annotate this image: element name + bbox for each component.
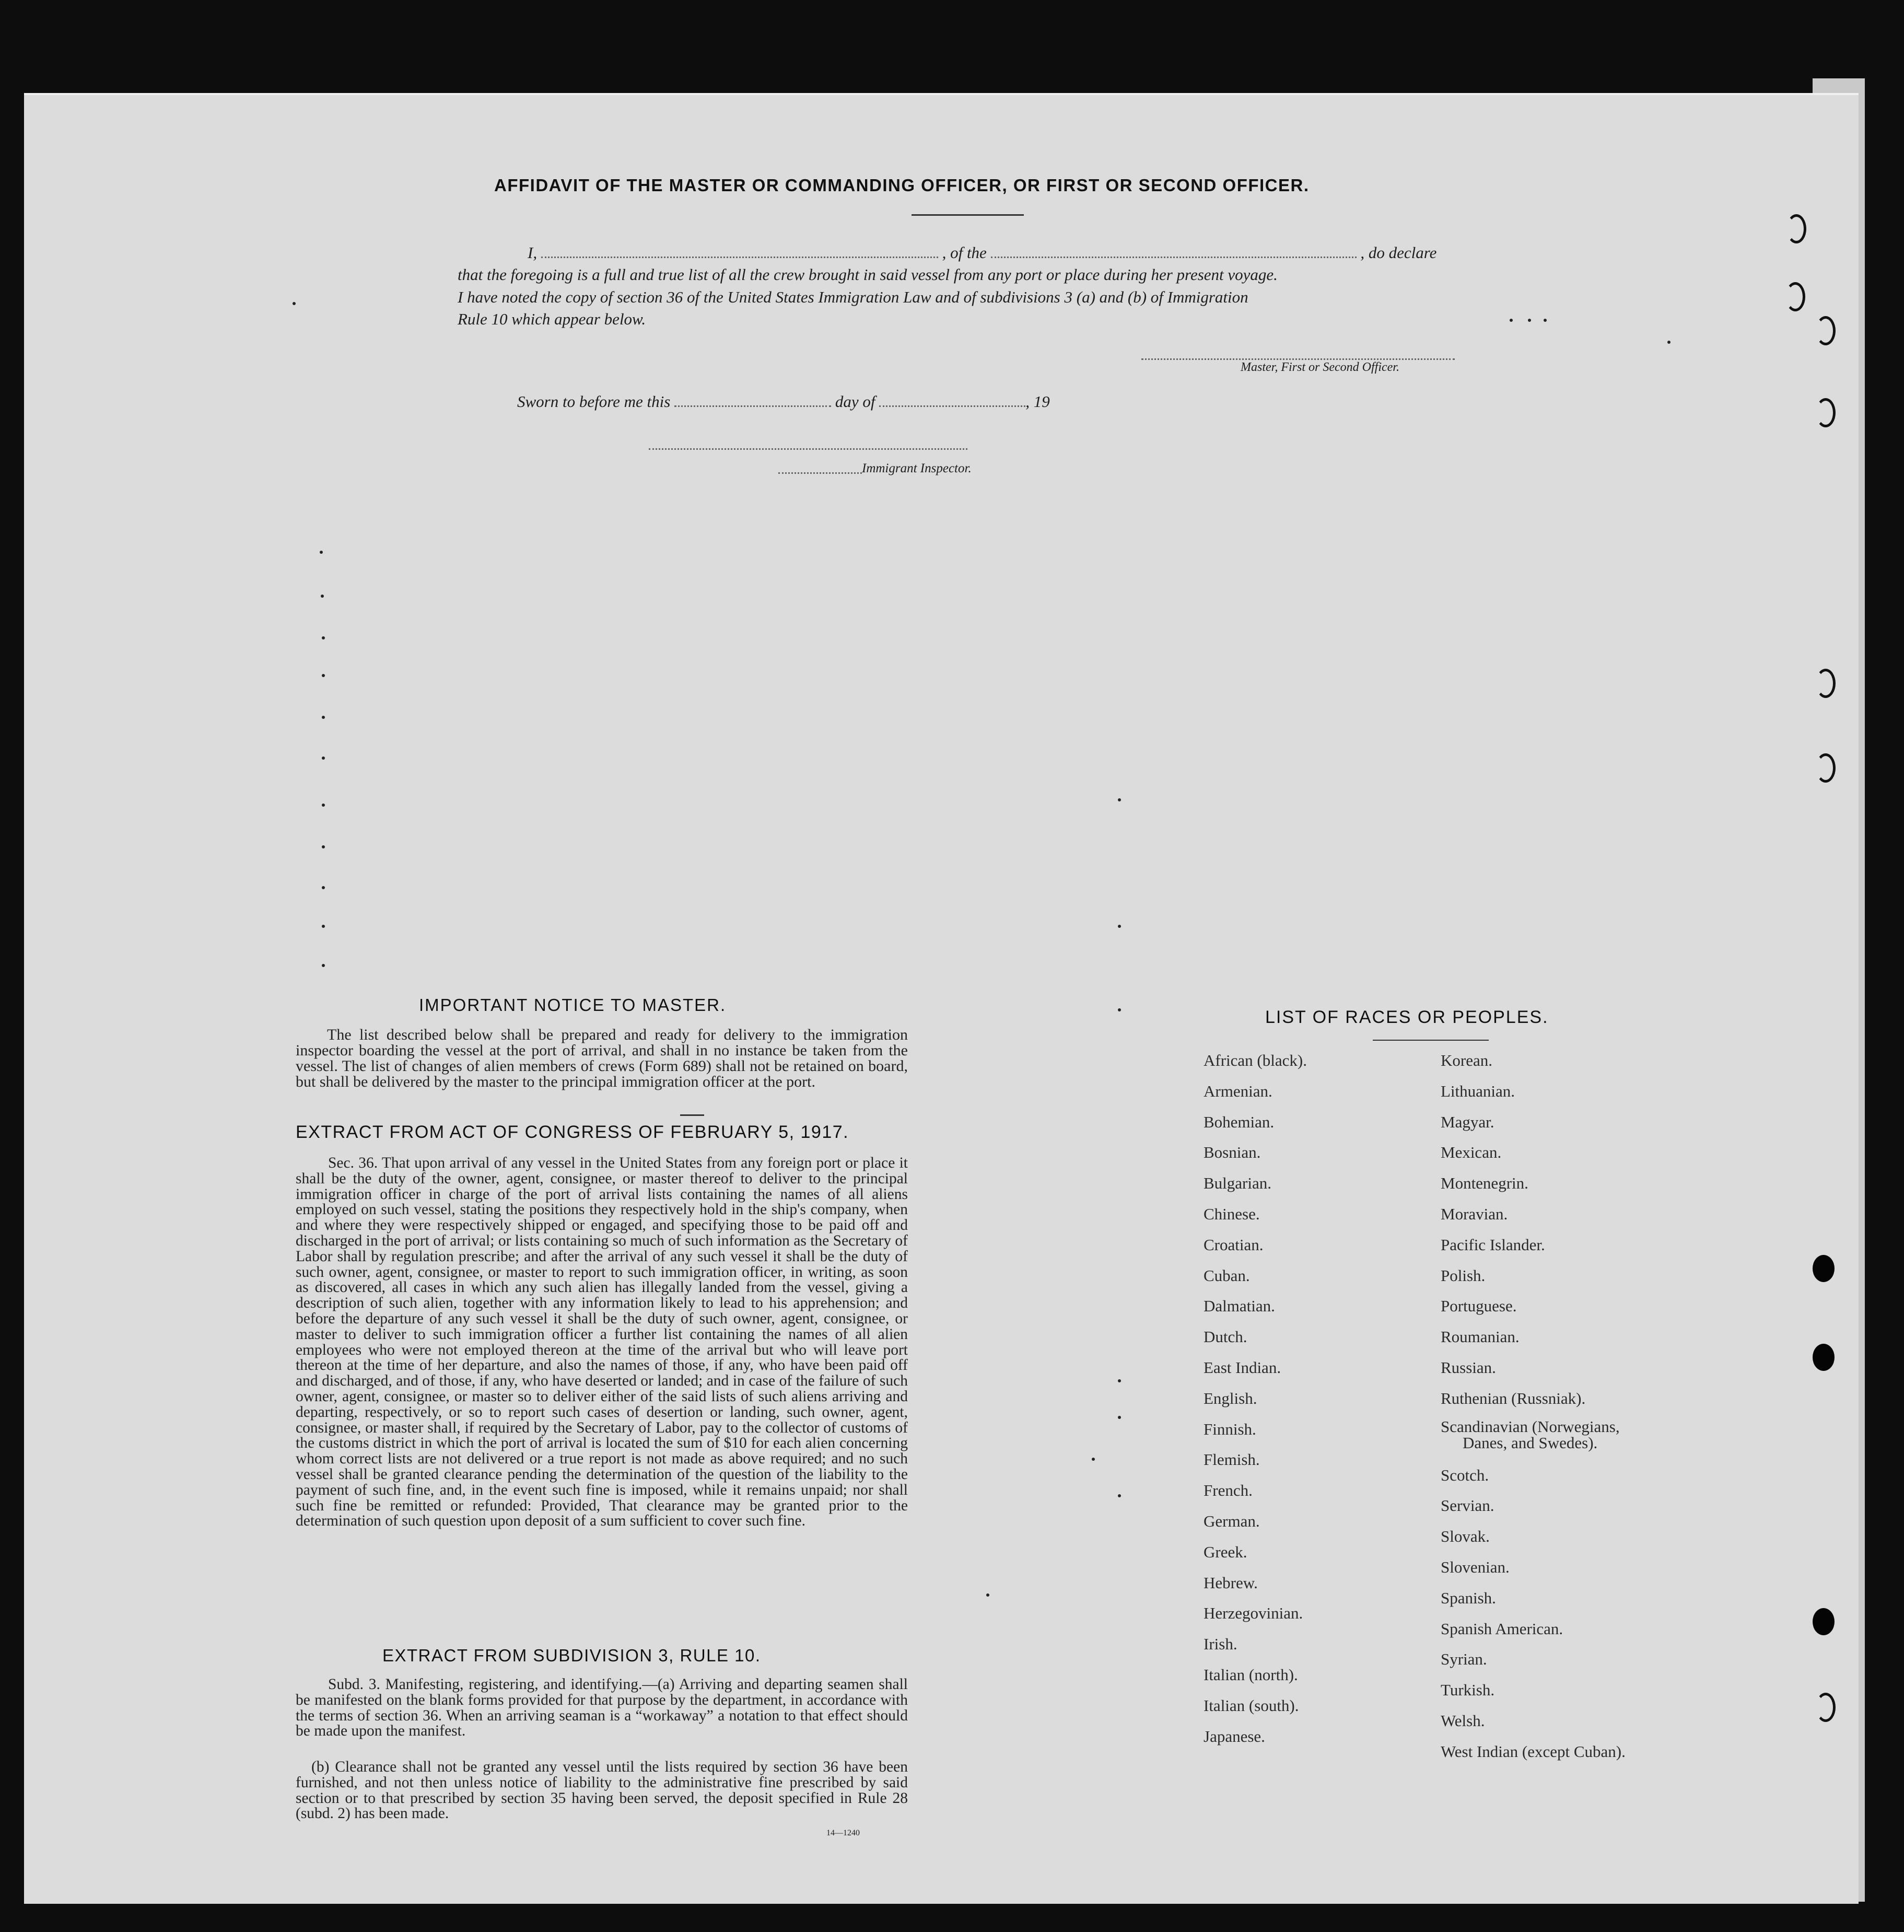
affidavit-line4: Rule 10 which appear below. bbox=[458, 310, 646, 328]
race-item: Moravian. bbox=[1441, 1204, 1508, 1223]
dot-mark bbox=[1510, 319, 1513, 322]
rule-extract-text-a: Subd. 3. Manifesting, registering, and identifying.—(a) Arriving and departing seamen shall be manifested on the blank forms provided for that purpose by the department, in accordance with the terms of section 36. When an arriving seaman is a “workaway” a notation to that effect should be made upon the manifest. bbox=[296, 1676, 908, 1740]
inspector-signature-field[interactable] bbox=[649, 445, 967, 450]
dot-mark bbox=[1544, 319, 1547, 322]
binder-hole bbox=[1816, 753, 1836, 783]
race-item: East Indian. bbox=[1204, 1358, 1281, 1377]
dot-mark bbox=[322, 804, 325, 807]
inspector-label: Immigrant Inspector. bbox=[862, 461, 972, 475]
race-item: German. bbox=[1204, 1511, 1260, 1530]
dot-mark bbox=[322, 636, 325, 639]
race-item: Syrian. bbox=[1441, 1650, 1487, 1669]
race-item: Turkish. bbox=[1441, 1681, 1495, 1700]
affidavit-line3: I have noted the copy of section 36 of the United States Immigration Law and of subdivisions 3 (a) and (b) of Immigration bbox=[458, 288, 1248, 306]
race-item: Korean. bbox=[1441, 1051, 1492, 1069]
race-item: French. bbox=[1204, 1481, 1253, 1500]
race-item: Bosnian. bbox=[1204, 1143, 1261, 1162]
master-signature-field[interactable] bbox=[1141, 355, 1455, 360]
dot-mark bbox=[322, 756, 325, 760]
race-item: Polish. bbox=[1441, 1266, 1486, 1285]
do-declare-label: , do declare bbox=[1360, 243, 1437, 262]
race-item: Lithuanian. bbox=[1441, 1081, 1515, 1100]
divider bbox=[912, 214, 1024, 216]
race-item: Cuban. bbox=[1204, 1266, 1250, 1285]
race-item: Spanish. bbox=[1441, 1588, 1496, 1607]
dot-mark bbox=[293, 302, 296, 305]
rule-extract-title: EXTRACT FROM SUBDIVISION 3, RULE 10. bbox=[382, 1646, 761, 1665]
sworn-prefix: Sworn to before me this bbox=[517, 392, 671, 411]
race-item: Servian. bbox=[1441, 1496, 1494, 1515]
act-extract-text: Sec. 36. That upon arrival of any vessel in the United States from any foreign port or place it shall be the duty of the owner, agent, consignee, or master thereof to deliver to the principal immigration officer in charge of the port of arrival lists containing the names of all aliens employed on such vessel, stating the positions they respectively hold in the ship's company, when and where they were respectively shipped or engaged, and specifying those to be paid off and discharged in the port of arrival; or lists containing so much of such information as the Secretary of Labor shall by regulation prescribe; and after the arrival of any such vessel it shall be the duty of such owner, agent, consignee, or master to report to such immigration officer, in writing, as soon as discovered, all cases in which any such alien has illegally landed from the vessel, giving a description of such alien, together with any information likely to lead to his apprehension; and before the departure of any such vessel it shall be the duty of such owner, agent, consignee, or master to deliver to such immigration officer a further list containing the names of all alien employees who were not employed thereon at the time of the arrival but who will leave port thereon at the time of her departure, and also the names of those, if any, who have been paid off and discharged, and of those, if any, who have deserted or landed; and in case of the failure of such owner, agent, consignee, or master so to deliver either of the said lists of such aliens arriving and departing, respectively, or so to report such cases of desertion or landing, such owner, agent, consignee, or master shall, if required by the Secretary of Labor, pay to the collector of customs of the customs district in which the port of arrival is located the sum of $10 for each alien concerning whom correct lists are not delivered or a true report is not made as above required; and no such vessel shall be granted clearance pending the determination of the question of the liability to the payment of such fine, and, in the event such fine is imposed, while it remains unpaid; nor shall such fine be remitted or refunded: Provided, That clearance may be granted prior to the determination of such question upon deposit of a sum sufficient to cover such fine. bbox=[296, 1155, 908, 1530]
race-item: Armenian. bbox=[1204, 1081, 1272, 1100]
dot-mark bbox=[322, 925, 325, 928]
affidavit-line1 bbox=[528, 243, 1478, 264]
affidavit-title: AFFIDAVIT OF THE MASTER OR COMMANDING OFFICER, OR FIRST OR SECOND OFFICER. bbox=[494, 176, 1310, 195]
dot-mark bbox=[1118, 1379, 1121, 1382]
dot-mark bbox=[1528, 319, 1531, 322]
races-title: LIST OF RACES OR PEOPLES. bbox=[1265, 1007, 1549, 1027]
dot-mark bbox=[1118, 798, 1121, 801]
race-item: Flemish. bbox=[1204, 1450, 1260, 1469]
race-item: Hebrew. bbox=[1204, 1573, 1258, 1592]
binder-hole bbox=[1813, 1344, 1835, 1371]
dot-mark bbox=[1118, 1494, 1121, 1497]
binder-hole bbox=[1786, 214, 1806, 243]
race-item: Irish. bbox=[1204, 1635, 1237, 1654]
notice-text: The list described below shall be prepared and ready for delivery to the immigration inspector boarding the vessel at the port of arrival, and shall in no instance be taken from the vessel. The list of changes of alien members of crews (Form 689) shall not be retained on board, but shall be delivered by the master to the principal immigration officer at the port. bbox=[296, 1026, 908, 1090]
dot-mark bbox=[322, 716, 325, 719]
race-item: Italian (north). bbox=[1204, 1665, 1298, 1684]
races-column-1 bbox=[1204, 1051, 1307, 1758]
race-item: Scandinavian (Norwegians, bbox=[1441, 1417, 1620, 1436]
race-item: Italian (south). bbox=[1204, 1696, 1299, 1715]
race-item: West Indian (except Cuban). bbox=[1441, 1742, 1626, 1761]
dot-mark bbox=[1118, 1008, 1121, 1011]
dot-mark bbox=[986, 1593, 989, 1597]
dot-mark bbox=[321, 595, 324, 598]
sworn-line bbox=[517, 392, 1050, 411]
rule-extract-text-b: (b) Clearance shall not be granted any vessel until the lists required by section 36 have been furnished, and not then unless notice of liability to the administrative fine prescribed by said section or to that prescribed by section 35 having been served, the deposit specified in Rule 28 (subd. 2) has been made. bbox=[296, 1759, 908, 1822]
declarant-prefix: I, bbox=[528, 243, 538, 262]
dot-mark bbox=[1092, 1458, 1095, 1461]
inspector-signature-field-short[interactable] bbox=[778, 469, 862, 474]
race-item: Dalmatian. bbox=[1204, 1297, 1275, 1316]
race-item: Bulgarian. bbox=[1204, 1174, 1271, 1193]
race-item: Bohemian. bbox=[1204, 1112, 1275, 1131]
race-item: Finnish. bbox=[1204, 1419, 1256, 1438]
race-item: Spanish American. bbox=[1441, 1619, 1563, 1638]
race-item: Dutch. bbox=[1204, 1328, 1247, 1346]
dot-mark bbox=[322, 674, 325, 677]
form-number: 14—1240 bbox=[826, 1829, 860, 1837]
dot-mark bbox=[322, 886, 325, 889]
notice-title: IMPORTANT NOTICE TO MASTER. bbox=[419, 995, 727, 1015]
race-item: Croatian. bbox=[1204, 1235, 1264, 1254]
of-the-label: , of the bbox=[942, 243, 987, 262]
race-item: Roumanian. bbox=[1441, 1328, 1520, 1346]
race-item: Slovenian. bbox=[1441, 1557, 1510, 1576]
binder-hole bbox=[1816, 398, 1836, 427]
sworn-year: , 19 bbox=[1025, 392, 1050, 411]
races-column-2 bbox=[1441, 1051, 1626, 1773]
race-item: Magyar. bbox=[1441, 1112, 1494, 1131]
binder-hole bbox=[1816, 316, 1836, 345]
dot-mark bbox=[322, 845, 325, 848]
race-item: African (black). bbox=[1204, 1051, 1307, 1069]
race-item: Chinese. bbox=[1204, 1204, 1260, 1223]
master-signature-label: Master, First or Second Officer. bbox=[1241, 360, 1399, 374]
binder-hole bbox=[1816, 669, 1836, 698]
race-item: Mexican. bbox=[1441, 1143, 1502, 1162]
race-item: English. bbox=[1204, 1389, 1257, 1407]
race-item: Ruthenian (Russniak). bbox=[1441, 1389, 1586, 1407]
dot-mark bbox=[320, 551, 323, 554]
divider bbox=[1373, 1040, 1489, 1041]
divider bbox=[680, 1114, 704, 1116]
act-extract-title: EXTRACT FROM ACT OF CONGRESS OF FEBRUARY 5, 1917. bbox=[296, 1122, 849, 1142]
race-item: Greek. bbox=[1204, 1542, 1247, 1561]
race-item: Portuguese. bbox=[1441, 1297, 1517, 1316]
dot-mark bbox=[1118, 925, 1121, 928]
dot-mark bbox=[1118, 1416, 1121, 1419]
dot-mark bbox=[322, 964, 325, 967]
race-item: Russian. bbox=[1441, 1358, 1496, 1377]
binder-hole bbox=[1813, 1608, 1835, 1635]
dot-mark bbox=[1667, 341, 1671, 344]
binder-hole bbox=[1816, 1693, 1836, 1722]
race-item: Scotch. bbox=[1441, 1465, 1489, 1484]
binder-hole bbox=[1785, 282, 1805, 311]
race-item: Montenegrin. bbox=[1441, 1174, 1528, 1193]
race-item: Japanese. bbox=[1204, 1727, 1265, 1745]
race-item: Herzegovinian. bbox=[1204, 1604, 1303, 1623]
race-item: Welsh. bbox=[1441, 1711, 1485, 1730]
sworn-day-field[interactable] bbox=[674, 402, 831, 407]
declarant-name-field[interactable] bbox=[541, 253, 938, 258]
sworn-day-of: day of bbox=[835, 392, 875, 411]
race-item: Pacific Islander. bbox=[1441, 1235, 1545, 1254]
sworn-month-field[interactable] bbox=[879, 402, 1025, 407]
binder-hole bbox=[1813, 1255, 1835, 1282]
race-item: Danes, and Swedes). bbox=[1463, 1433, 1598, 1452]
race-item: Slovak. bbox=[1441, 1527, 1490, 1546]
affidavit-line2: that the foregoing is a full and true list of all the crew brought in said vessel from any port or place during her present voyage. bbox=[458, 265, 1278, 284]
vessel-name-field[interactable] bbox=[991, 253, 1357, 258]
